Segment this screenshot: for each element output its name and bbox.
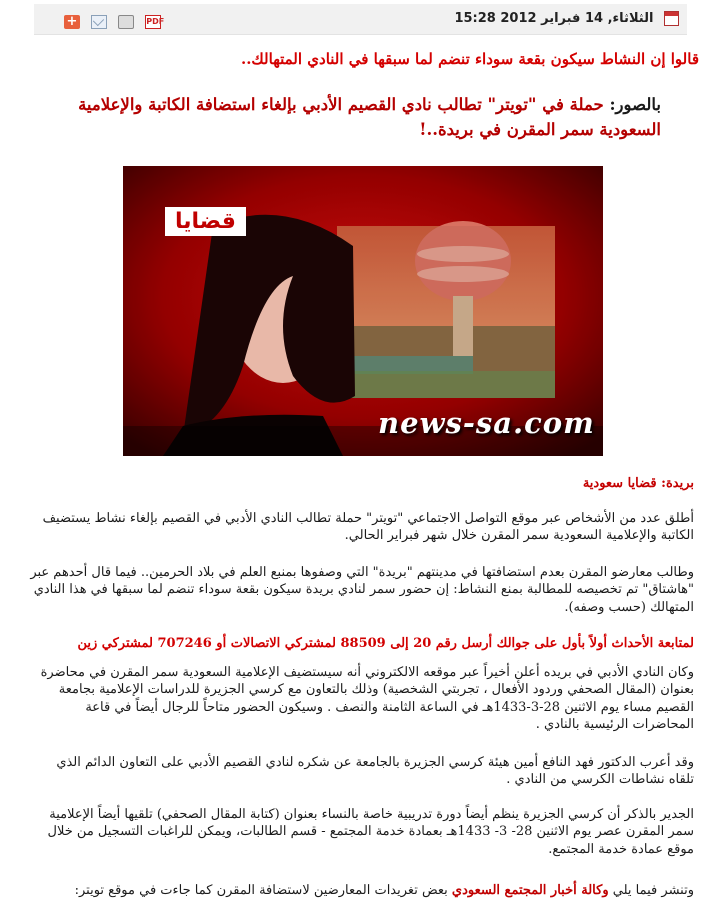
final-text-before: وتنشر فيما يلي (612, 883, 694, 898)
article-kicker: قالوا إن النشاط سيكون بقعة سوداء تنضم لما سبقها في النادي المتهالك.. (240, 50, 699, 68)
calendar-icon (664, 11, 679, 26)
date-weekday: الثلاثاء, (607, 11, 654, 26)
headline-text: حملة في "تويتر" تطالب نادي القصيم الأدبي بإلغاء استضافة الكاتبة والإعلامية السعودية سمر المقرن في بريدة..! (78, 95, 661, 139)
article-paragraph: أطلق عدد من الأشخاص عبر موقع التواصل الاجتماعي "تويتر" حملة تطالب النادي الأدبي في القصيم بإلغاء نشاط يستضيف الكاتبة والإعلامية السعودية سمر المقرن خلال شهر فبراير الحالي. (42, 511, 694, 544)
agency-link[interactable]: وكالة أخبار المجتمع السعودي (451, 883, 609, 898)
headline-prefix: بالصور: (609, 95, 661, 114)
article-paragraph: وكان النادي الأدبي في بريده أعلن أخيراً عبر موقعه الالكتروني أنه سيستضيف الإعلامية السعودية سمر المقرن في محاضرة بعنوان (المقال الصحفي وردود الأفعال ، تجربتي الشخصية) وذلك بالتعاون مع كرسي الجزيرة للدراسات الإعلامية بجامعة القصيم مساء يوم الاثنين 28-3-1433هـ في الساعة الثامنة والنصف . وسيكون الحضور متاحاً للرجال أيضاً في قاعة المحاضرات الرئيسية بالنادي . (40, 665, 694, 732)
hero-badge: قضايا (165, 207, 246, 236)
email-icon[interactable] (91, 15, 107, 29)
publish-date (454, 11, 679, 26)
share-tools (64, 11, 167, 30)
article-paragraph: وقد أعرب الدكتور فهد النافع أمين هيئة كرسي الجزيرة بالجامعة عن شكره لنادي القصيم الأدبي على التعاون الدائم الذي تلقاه نشاطات الكرسي من النادي . (56, 755, 694, 788)
article-byline: بريدة: قضايا سعودية (582, 476, 694, 491)
article-paragraph-final (30, 882, 694, 899)
add-icon[interactable]: + (64, 15, 80, 29)
article-toolbar (34, 4, 687, 35)
pdf-icon[interactable]: PDF (145, 15, 161, 29)
article-paragraph: وطالب معارضو المقرن بعدم استضافتها في مدينتهم "بريدة" التي وصفوها بمنبع العلم في بلاد الحرمين.. فيما قال أحدهم عبر "هاشتاق" تم تخصيصه للمطالبة بمنع النشاط: إن حضور سمر لنادي بريدة سيكون بقعة سوداء تنضم لما سبقها في هذا النادي المتهالك (حسب وصفه). (30, 565, 694, 615)
hero-image (123, 166, 603, 456)
sms-promo: لمتابعة الأحداث أولاً بأول على جوالك أرسل رقم 20 إلى 88509 لمشتركي الاتصالات أو 707246 لمشتركي زين (77, 636, 694, 651)
article-headline (61, 92, 661, 142)
final-text-after: بعض تغريدات المعارضين لاستضافة المقرن كما جاءت في موقع تويتر: (74, 883, 448, 898)
article-paragraph: الجدير بالذكر أن كرسي الجزيرة ينظم أيضاً دورة تدريبية خاصة بالنساء بعنوان (كتابة المقال الصحفي) تلقيها أيضاً الإعلامية سمر المقرن عصر يوم الاثنين 28- 3- 1433هـ بعمادة خدمة المجتمع - قسم الطالبات، ويمكن للراغبات التسجيل من خلال موقع عمادة خدمة المجتمع. (47, 807, 694, 857)
print-icon[interactable] (118, 15, 134, 29)
date-day: 14 (584, 11, 604, 26)
hero-site-label: news-sa.com (378, 406, 595, 440)
date-rest: فبراير 2012 15:28 (454, 11, 581, 26)
